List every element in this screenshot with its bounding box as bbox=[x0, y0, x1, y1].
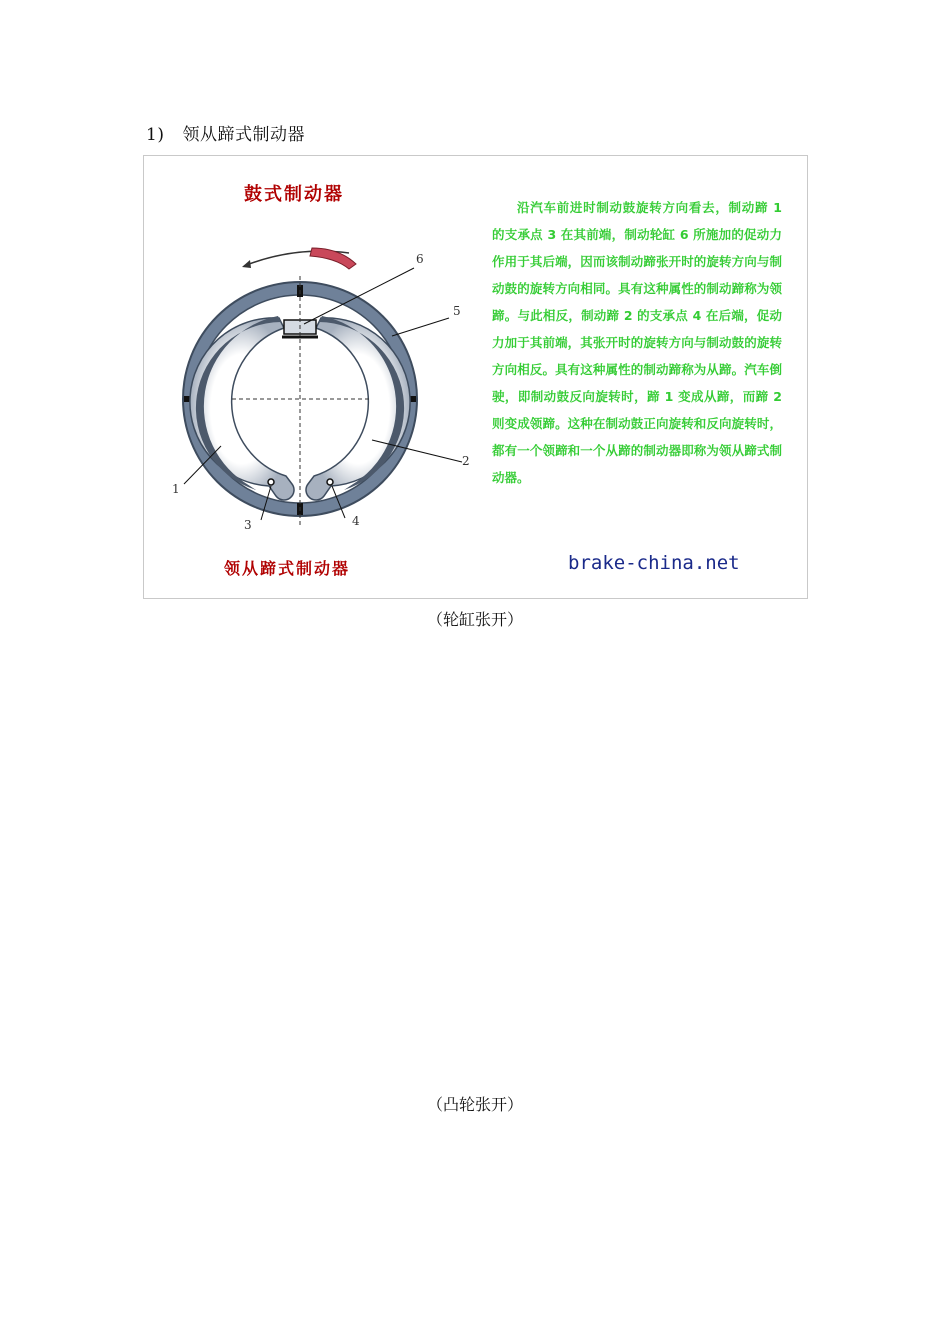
caption-wheel-cylinder: （轮缸张开） bbox=[426, 610, 523, 629]
website-watermark: brake-china.net bbox=[568, 552, 740, 574]
label-2: 2 bbox=[462, 454, 470, 468]
anchor-pin-4 bbox=[327, 479, 333, 485]
figure-subtitle: 领从蹄式制动器 bbox=[224, 559, 351, 578]
rotation-arrow-head bbox=[242, 260, 251, 268]
label-4: 4 bbox=[352, 514, 360, 528]
section-number: 1) bbox=[146, 125, 165, 145]
figure-title: 鼓式制动器 bbox=[244, 184, 344, 205]
section-title: 领从蹄式制动器 bbox=[182, 125, 305, 145]
leader-5 bbox=[392, 318, 449, 336]
section-heading bbox=[146, 120, 305, 145]
anchor-pin-3 bbox=[268, 479, 274, 485]
label-1: 1 bbox=[172, 482, 180, 496]
figure-description: 沿汽车前进时制动鼓旋转方向看去，制动蹄 1 的支承点 3 在其前端，制动轮缸 6 所施加的促动力作用于其后端，因而该制动蹄张开时的旋转方向与制动鼓的旋转方向相同。具有这种属性的制动蹄称为领蹄。与此相反，制动蹄 2 的支承点 4 在后端，促动力加于其前端，其张开时的旋转方向与制动鼓的旋转方向相反。具有这种属性的制动蹄称为从蹄。汽车倒驶，即制动鼓反向旋转时，蹄 1 变成从蹄，而蹄 2 则变成领蹄。这种在制动鼓正向旋转和反向旋转时，都有一个领蹄和一个从蹄的制动器即称为领从蹄式制动器。 bbox=[492, 200, 782, 485]
label-6: 6 bbox=[416, 252, 424, 266]
label-5: 5 bbox=[453, 304, 461, 318]
wheel-rim-fragment bbox=[310, 248, 356, 269]
drum-brake-figure bbox=[143, 155, 808, 599]
caption-cam: （凸轮张开） bbox=[426, 1095, 523, 1114]
label-3: 3 bbox=[244, 518, 252, 532]
